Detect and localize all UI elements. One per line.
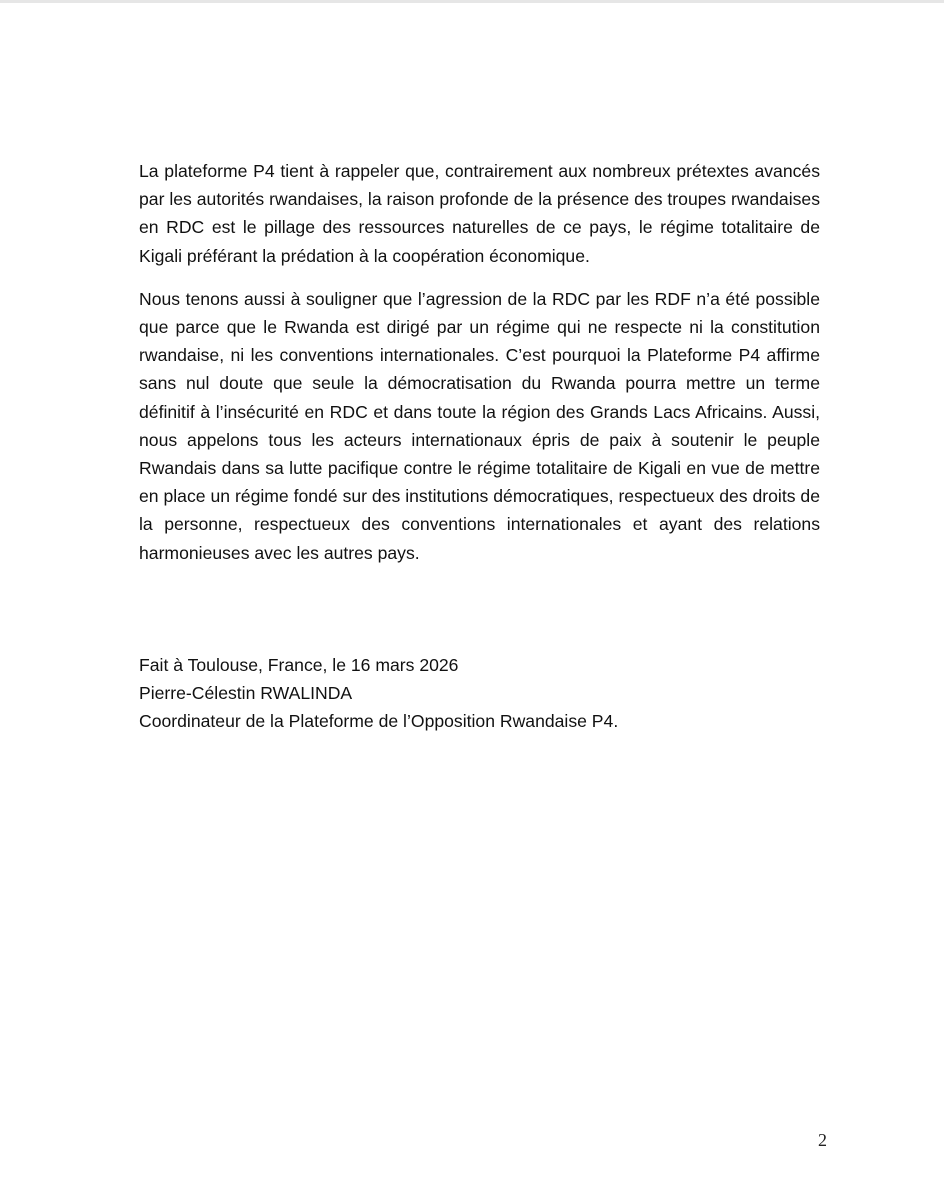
signature-place-date: Fait à Toulouse, France, le 16 mars 2026 xyxy=(139,655,459,675)
signature-name: Pierre-Célestin RWALINDA xyxy=(139,683,353,703)
document-body xyxy=(139,157,820,582)
paragraph-democratization-call: Nous tenons aussi à souligner que l’agression de la RDC par les RDF n’a été possible que parce que le Rwanda est dirigé par un régime qui ne respecte ni la constitution rwandaise, ni les conventions internationales. C’est pourquoi la Plateforme P4 affirme sans nul doute que seule la démocratisation du Rwanda pourra mettre un terme définitif à l’insécurité en RDC et dans toute la région des Grands Lacs Africains. Aussi, nous appelons tous les acteurs internationaux épris de paix à soutenir le peuple Rwandais dans sa lutte pacifique contre le régime totalitaire de Kigali en vue de mettre en place un régime fondé sur des institutions démocratiques, respectueux des droits de la personne, respectueux des conventions internationales et ayant des relations harmonieuses avec les autres pays. xyxy=(139,288,820,563)
page-number: 2 xyxy=(818,1130,827,1150)
page-top-border xyxy=(0,0,944,3)
signature-block xyxy=(139,651,839,735)
signature-role: Coordinateur de la Plateforme de l’Opposition Rwandaise P4. xyxy=(139,711,619,731)
paragraph-rwanda-troops-presence: La plateforme P4 tient à rappeler que, contrairement aux nombreux prétextes avancés par les autorités rwandaises, la raison profonde de la présence des troupes rwandaises en RDC est le pillage des ressources naturelles de ce pays, le régime totalitaire de Kigali préférant la prédation à la coopération économique. xyxy=(139,161,820,266)
